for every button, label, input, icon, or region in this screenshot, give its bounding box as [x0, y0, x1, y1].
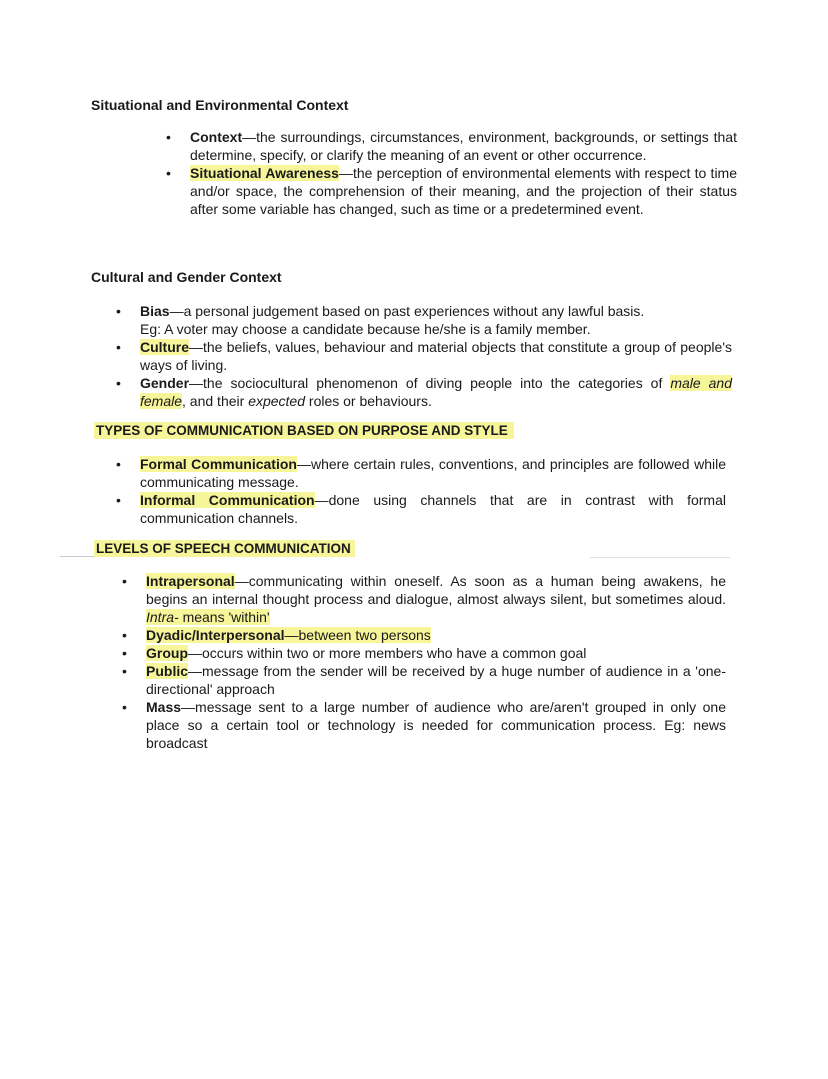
term-intrapersonal: Intrapersonal: [146, 573, 235, 589]
term-context: Context: [190, 129, 243, 145]
term-situational-awareness: Situational Awareness: [190, 165, 339, 181]
definition-intrapersonal-italic: Intra-: [146, 609, 179, 625]
example-bias: Eg: A voter may choose a candidate because he/she is a family member.: [140, 321, 591, 337]
definition-intrapersonal-a: —communicating within oneself. As soon as a human being awakens, he begins an internal thought process and dialogue, almost always silent, but sometimes aloud.: [146, 573, 726, 607]
list-item: [140, 374, 732, 410]
definition-gender-a: —the sociocultural phenomenon of diving people into the categories of: [189, 375, 671, 391]
term-mass: Mass: [146, 699, 182, 715]
term-informal-communication: Informal Communication: [140, 492, 315, 508]
definition-context: —the surroundings, circumstances, environment, backgrounds, or settings that determine, specify, or clarify the meaning of an event or other occurrence.: [190, 129, 737, 163]
definition-gender-b: , and their: [182, 393, 249, 409]
list-item: [190, 164, 737, 218]
term-culture: Culture: [140, 339, 189, 355]
list-item: [140, 338, 732, 374]
definition-dyadic: —between two persons: [284, 627, 431, 643]
section-title-types: TYPES OF COMMUNICATION BASED ON PURPOSE AND STYLE: [94, 422, 514, 439]
definition-formal-communication: —where certain rules, conventions, and principles are followed while communicating message.: [140, 456, 726, 490]
definition-informal-communication: —done using channels that are in contrast with formal communication channels.: [140, 492, 726, 526]
list-types: [140, 455, 726, 527]
section-title-cultural: Cultural and Gender Context: [91, 269, 282, 285]
section-title-situational: Situational and Environmental Context: [91, 97, 349, 113]
list-item: [146, 644, 726, 662]
definition-gender-italic2: expected: [248, 393, 306, 409]
definition-public: —message from the sender will be received by a huge number of audience in a 'one-directional' approach: [146, 663, 726, 697]
list-item: [140, 491, 726, 527]
list-item: [140, 302, 732, 338]
list-situational: [190, 128, 737, 218]
list-item: [146, 626, 726, 644]
list-item: [146, 698, 726, 752]
definition-situational-awareness: —the perception of environmental elements with respect to time and/or space, the comprehension of their meaning, and the projection of their status after some variable has changed, such as time or a predetermined event.: [190, 165, 737, 217]
divider-left: [60, 556, 94, 557]
term-dyadic: Dyadic/Interpersonal: [146, 627, 285, 643]
section-title-levels: LEVELS OF SPEECH COMMUNICATION: [94, 540, 355, 557]
term-gender: Gender: [140, 375, 190, 391]
term-bias: Bias: [140, 303, 170, 319]
list-item: [146, 572, 726, 626]
definition-mass: —message sent to a large number of audience who are/aren't grouped in only one place so a certain tool or technology is needed for communication process. Eg: news broadcast: [146, 699, 726, 751]
term-formal-communication: Formal Communication: [140, 456, 297, 472]
definition-intrapersonal-b: means 'within': [178, 609, 270, 625]
list-item: [190, 128, 737, 164]
divider-right: [590, 557, 730, 558]
definition-culture: —the beliefs, values, behaviour and material objects that constitute a group of people's ways of living.: [140, 339, 732, 373]
list-item: [146, 662, 726, 698]
definition-group: —occurs within two or more members who have a common goal: [188, 645, 587, 661]
list-levels: [146, 572, 726, 752]
term-group: Group: [146, 645, 188, 661]
definition-gender-italic: male and female: [140, 375, 733, 409]
term-public: Public: [146, 663, 189, 679]
definition-gender-c: roles or behaviours.: [305, 393, 432, 409]
definition-bias: —a personal judgement based on past experiences without any lawful basis.: [169, 303, 645, 319]
list-cultural: [140, 302, 732, 410]
list-item: [140, 455, 726, 491]
